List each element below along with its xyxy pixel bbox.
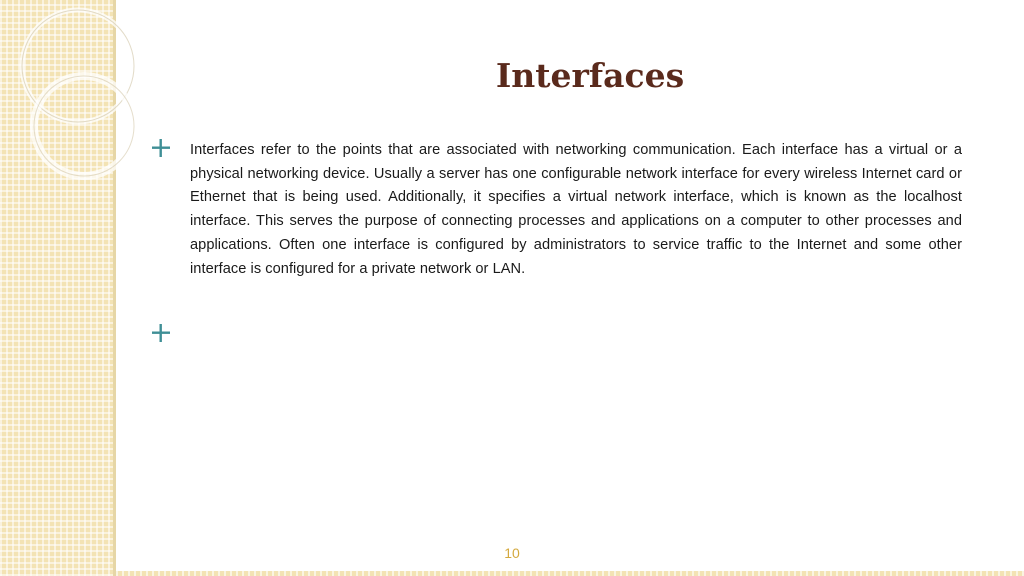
- bullet-text: Interfaces refer to the points that are associated with networking communication. Each interface has a virtual or a physical networking device. Usually a server has one configurable network interface for every wireless Internet card or Ethernet that is being used. Additionally, it specifies a virtual network interface, which is known as the localhost interface. This serves the purpose of connecting processes and applications on a computer to other processes and applications. Often one interface is configured by administrators to service traffic to the Internet and some other interface is configured for a private network or LAN.: [190, 142, 962, 277]
- page-number: 10: [504, 545, 520, 561]
- plus-icon: [150, 137, 172, 159]
- slide-title: Interfaces: [495, 56, 685, 95]
- plus-icon: [150, 322, 172, 344]
- decorative-rings-icon: [0, 0, 180, 200]
- bottom-pattern-strip: [116, 571, 1024, 576]
